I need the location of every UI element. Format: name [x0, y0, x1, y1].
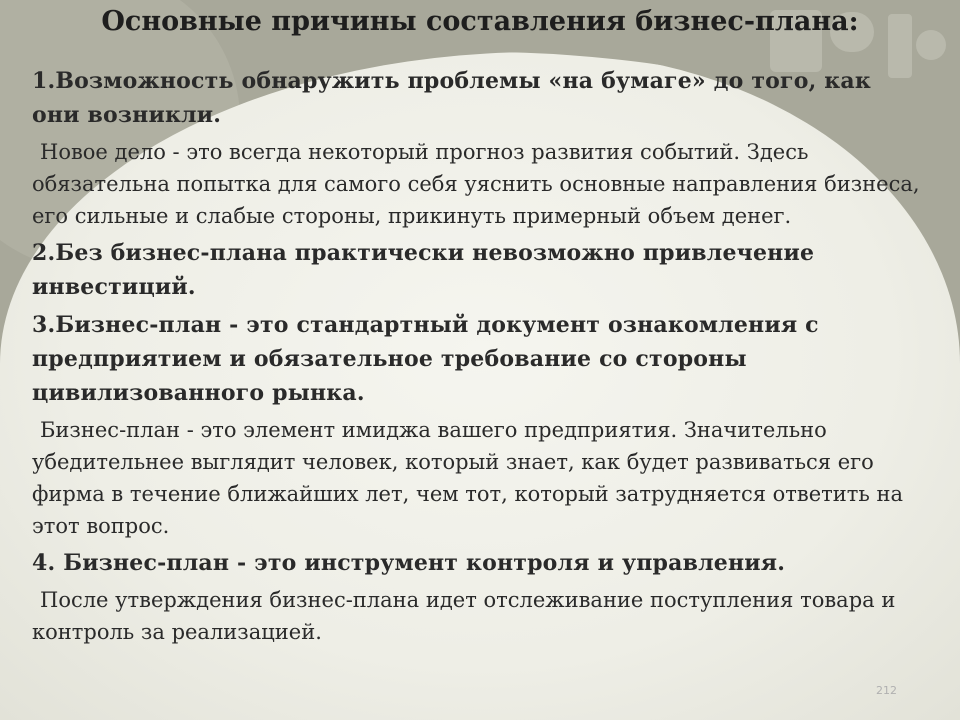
- page-number: 212: [876, 684, 897, 697]
- item-1-heading: 1.Возможность обнаружить проблемы «на бумаге» до того, как они возникли.: [32, 68, 871, 128]
- item-4-body: После утверждения бизнес-плана идет отслеживание поступления товара и контроль за реализацией.: [32, 588, 896, 644]
- item-3-body: Бизнес-план - это элемент имиджа вашего предприятия. Значительно убедительнее выглядит человек, который знает, как будет развиваться его фирма в течение ближайших лет, чем тот, который затрудняется ответить на этот вопрос.: [32, 418, 904, 538]
- slide-title: Основные причины составления бизнес-плана:: [101, 6, 859, 37]
- item-2-heading: 2.Без бизнес-плана практически невозможно привлечение инвестиций.: [32, 240, 815, 300]
- item-4-heading: 4. Бизнес-план - это инструмент контроля и управления.: [32, 550, 786, 576]
- item-1-body: Новое дело - это всегда некоторый прогноз развития событий. Здесь обязательна попытка для самого себя уяснить основные направления бизнеса, его сильные и слабые стороны, прикинуть примерный объем денег.: [32, 140, 920, 228]
- slide-content: [32, 64, 922, 652]
- item-3-heading: 3.Бизнес-план - это стандартный документ ознакомления с предприятием и обязательное требование со стороны цивилизованного рынка.: [32, 312, 819, 406]
